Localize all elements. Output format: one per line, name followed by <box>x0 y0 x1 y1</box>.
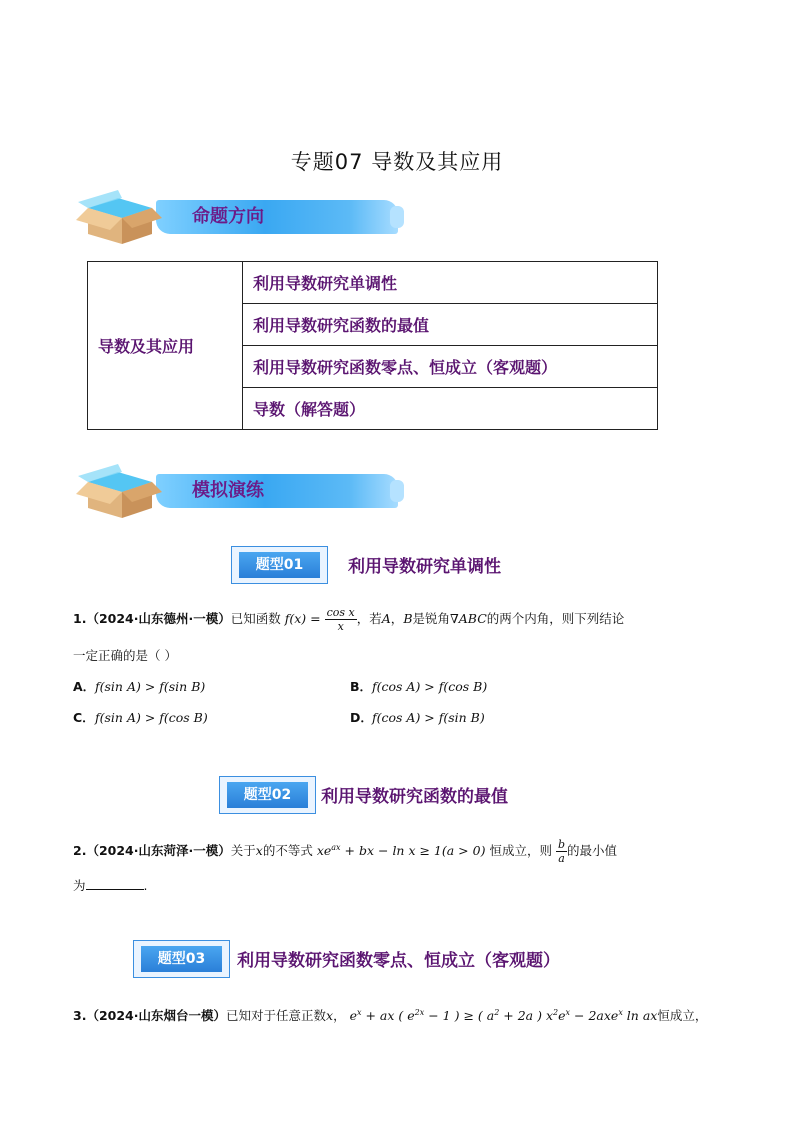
frac-denominator: x <box>337 620 344 633</box>
math-sup: x <box>565 1007 571 1017</box>
type-tag-label: 题型02 <box>227 782 308 808</box>
question-1 <box>73 606 624 633</box>
option-expr: f(sin A) > f(cos B) <box>95 710 208 725</box>
math-part: e <box>558 1008 566 1023</box>
question-1-line2: 一定正确的是（ ） <box>73 648 177 663</box>
question-text: 恒成立，则 <box>489 843 552 858</box>
math-expr <box>317 843 486 858</box>
math-expr: ∇ABC <box>450 611 487 626</box>
question-text: ， <box>333 1008 346 1023</box>
math-sup: ax <box>331 842 341 852</box>
question-text: 是锐角 <box>412 611 451 626</box>
question-text: 关于 <box>230 843 256 858</box>
page-title: 专题07 导数及其应用 <box>290 150 504 174</box>
question-text: 已知对于任意正数 <box>226 1008 327 1023</box>
question-3 <box>73 1006 707 1024</box>
topic-cell: 利用导数研究函数零点、恒成立（客观题） <box>243 346 658 388</box>
type-tag <box>133 940 230 978</box>
topic-cell: 利用导数研究函数的最值 <box>243 304 658 346</box>
math-sup: x <box>356 1007 362 1017</box>
question-text: 的最小值 <box>567 843 618 858</box>
option-letter: D． <box>350 710 373 725</box>
option-letter: B． <box>350 679 373 694</box>
topic-cell: 利用导数研究单调性 <box>243 262 658 304</box>
math-part: − 2axe <box>570 1008 619 1023</box>
math-part: + 2a ) x <box>499 1008 554 1023</box>
frac-numerator: b <box>557 838 565 851</box>
math-part: − 1 ) ≥ ( a <box>424 1008 495 1023</box>
question-text: 的两个内角，则下列结论 <box>486 611 625 626</box>
math-var: x <box>255 843 263 858</box>
topic-cell: 导数（解答题） <box>243 388 658 430</box>
frac-denominator: a <box>558 852 565 865</box>
question-text: 恒成立， <box>657 1008 708 1023</box>
math-part: + bx − ln x ≥ 1(a > 0) <box>340 843 486 858</box>
option-expr: f(cos A) > f(sin B) <box>372 710 485 725</box>
math-var: A <box>381 611 391 626</box>
option-b[interactable] <box>350 677 487 695</box>
type-tag <box>231 546 328 584</box>
fraction <box>556 838 567 865</box>
math-sup: 2 <box>494 1007 500 1017</box>
type-name: 利用导数研究单调性 <box>348 557 501 577</box>
math-part: e <box>349 1008 357 1023</box>
table-row <box>88 262 658 304</box>
option-letter: C． <box>73 710 95 725</box>
box-icon <box>70 186 166 248</box>
box-icon <box>70 460 166 522</box>
type-name: 利用导数研究函数的最值 <box>321 787 508 807</box>
category-cell: 导数及其应用 <box>88 262 243 430</box>
option-c[interactable] <box>73 708 208 726</box>
question-2-line2 <box>73 876 148 894</box>
option-expr: f(cos A) > f(cos B) <box>372 679 488 694</box>
type-tag-label: 题型01 <box>239 552 320 578</box>
math-var: B <box>403 611 413 626</box>
type-name: 利用导数研究函数零点、恒成立（客观题） <box>237 951 560 971</box>
option-letter: A． <box>73 679 96 694</box>
answer-blank[interactable] <box>86 877 144 890</box>
frac-numerator: cos x <box>326 606 355 619</box>
option-a[interactable] <box>73 677 205 695</box>
section-title: 模拟演练 <box>192 480 264 501</box>
math-part: xe <box>316 843 332 858</box>
section-title: 命题方向 <box>192 206 264 227</box>
option-expr: f(sin A) > f(sin B) <box>95 679 206 694</box>
math-sup: 2 <box>553 1007 559 1017</box>
question-text: 的不等式 <box>262 843 313 858</box>
math-sup: 2x <box>414 1007 425 1017</box>
section-banner-direction <box>70 186 340 248</box>
topic-table <box>87 261 658 430</box>
math-part: ln ax <box>622 1008 658 1023</box>
math-expr: f(x) = <box>284 611 321 626</box>
question-text: ，若 <box>356 611 382 626</box>
type-tag-label: 题型03 <box>141 946 222 972</box>
question-text: 为 <box>73 878 86 893</box>
math-sup: x <box>618 1007 623 1017</box>
math-expr <box>350 1008 658 1023</box>
question-text: . <box>143 878 148 893</box>
question-text: ， <box>390 611 404 626</box>
section-banner-practice <box>70 460 340 522</box>
fraction <box>325 606 357 633</box>
option-d[interactable] <box>350 708 485 726</box>
question-source: 2.（2024·山东菏泽·一模） <box>73 843 231 858</box>
question-source: 3.（2024·山东烟台一模） <box>73 1008 226 1023</box>
question-source: 1.（2024·山东德州·一模） <box>73 611 231 626</box>
question-text: 已知函数 <box>230 611 281 626</box>
math-var: x <box>326 1008 334 1023</box>
math-part: + ax ( e <box>361 1008 415 1023</box>
type-tag <box>219 776 316 814</box>
question-2 <box>73 838 617 865</box>
